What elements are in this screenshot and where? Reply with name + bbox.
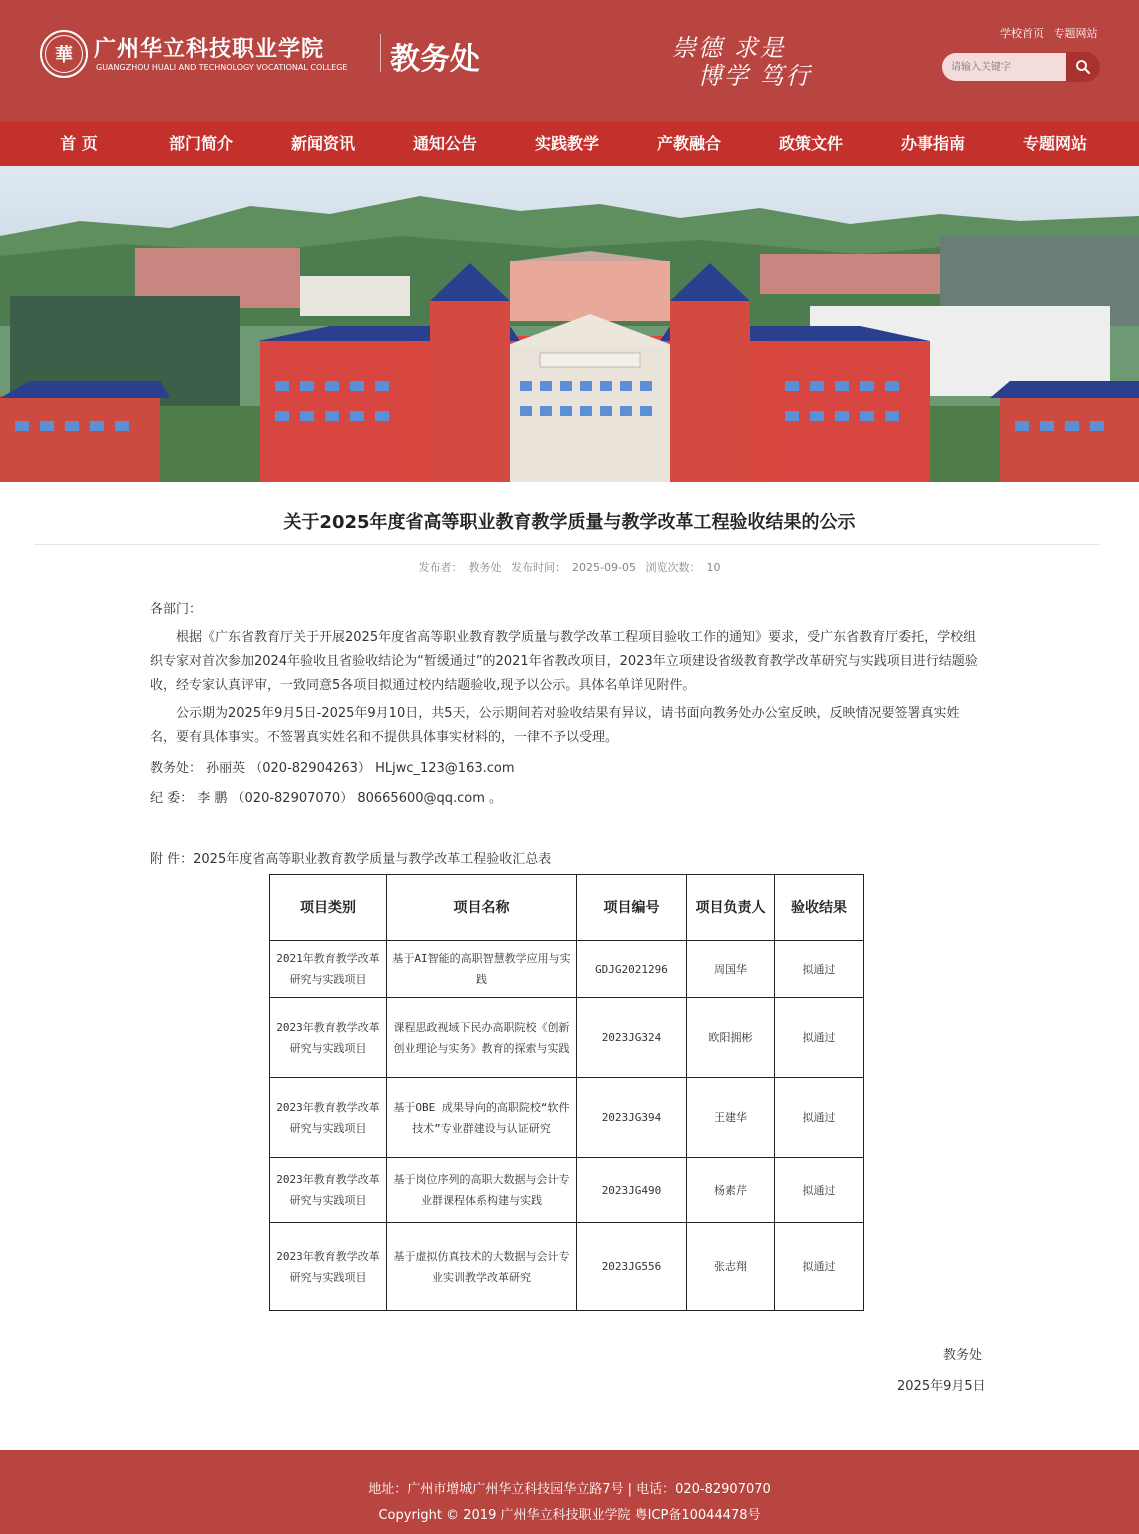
cell-leader: 周国华 (687, 941, 775, 998)
search-icon (1075, 59, 1091, 75)
campus-banner-image (0, 166, 1139, 482)
paragraph-1: 根据《广东省教育厅关于开展2025年度省高等职业教育教学质量与教学改革工程项目验收工作的通知》要求，受广东省教育厅委托，学校组织专家对首次参加2024年验收且省验收结论为“暂缓通过”的2021年省教改项目，2023年立项建设省级教育教学改革研究与实践项目进行结题验收，经专家认真评审，一致同意5各项目拟通过校内结题验收,现予以公示。具体名单详见附件。 (150, 630, 978, 693)
motto-line-1: 崇德 求是 (672, 34, 786, 62)
cell-code: 2023JG394 (577, 1078, 687, 1158)
table-row (270, 998, 864, 1078)
meta-time-label: 发布时间： (511, 561, 567, 574)
cell-category: 2023年教育教学改革研究与实践项目 (270, 1158, 387, 1223)
cell-result: 拟通过 (775, 941, 864, 998)
col-header-code: 项目编号 (577, 875, 687, 941)
nav-item-practice[interactable]: 实践教学 (534, 134, 599, 153)
top-links (1000, 25, 1104, 41)
cell-result: 拟通过 (775, 998, 864, 1078)
footer-copyright: Copyright © 2019 广州华立科技职业学院 粤ICP备10044478号 (378, 1508, 761, 1523)
logo-glyph: 華 (45, 35, 83, 73)
cell-category: 2023年教育教学改革研究与实践项目 (270, 1078, 387, 1158)
motto-line-2: 博学 笃行 (698, 62, 812, 90)
cell-name: 基于虚拟仿真技术的大数据与会计专业实训教学改革研究 (387, 1223, 577, 1311)
signature-date: 2025年9月5日 (897, 1379, 986, 1394)
cell-category: 2023年教育教学改革研究与实践项目 (270, 1223, 387, 1311)
contact-academic-affairs: 教务处： 孙丽英 （020-82904263） HLjwc_123@163.com (150, 761, 515, 776)
nav-item-guide[interactable]: 办事指南 (900, 134, 965, 153)
cell-name: 课程思政视域下民办高职院校《创新创业理论与实务》教育的探索与实践 (387, 998, 577, 1078)
link-school-home[interactable]: 学校首页 (1000, 27, 1044, 40)
search-input[interactable] (942, 53, 1068, 81)
college-logo[interactable] (40, 30, 88, 78)
nav-item-news[interactable]: 新闻资讯 (290, 134, 355, 153)
search-button[interactable] (1066, 52, 1100, 82)
site-footer (0, 1450, 1139, 1534)
school-name-en: GUANGZHOU HUALI AND TECHNOLOGY VOCATIONAL COLLEGE (96, 63, 348, 72)
cell-category: 2021年教育教学改革研究与实践项目 (270, 941, 387, 998)
cell-code: 2023JG490 (577, 1158, 687, 1223)
col-header-name: 项目名称 (387, 875, 577, 941)
cell-result: 拟通过 (775, 1078, 864, 1158)
main-nav (0, 122, 1139, 166)
cell-leader: 王建华 (687, 1078, 775, 1158)
nav-item-home[interactable]: 首 页 (60, 134, 98, 153)
table-row (270, 1158, 864, 1223)
cell-leader: 张志翔 (687, 1223, 775, 1311)
nav-item-about[interactable]: 部门简介 (168, 134, 233, 153)
meta-views-label: 浏览次数： (645, 561, 701, 574)
attachment-label: 附 件：2025年度省高等职业教育教学质量与教学改革工程验收汇总表 (150, 852, 552, 867)
cell-category: 2023年教育教学改革研究与实践项目 (270, 998, 387, 1078)
paragraph-2: 公示期为2025年9月5日-2025年9月10日，共5天，公示期间若对验收结果有异议，请书面向教务处办公室反映，反映情况要签署真实姓名，要有具体事实。不签署真实姓名和不提供具体事实材料的，一律不予以受理。 (150, 706, 960, 745)
meta-publisher: 教务处 (468, 561, 502, 574)
footer-address: 地址：广州市增城广州华立科技园华立路7号 | 电话：020-82907070 (368, 1482, 771, 1497)
contact-discipline: 纪 委： 李 鹏 （020-82907070） 80665600@qq.com 。 (150, 791, 503, 806)
cell-code: 2023JG556 (577, 1223, 687, 1311)
nav-item-industry[interactable]: 产教融合 (656, 134, 721, 153)
col-header-category: 项目类别 (270, 875, 387, 941)
article-body (150, 598, 985, 750)
table-row (270, 941, 864, 998)
article-meta (0, 559, 1139, 575)
article-title: 关于2025年度省高等职业教育教学质量与教学改革工程验收结果的公示 (283, 512, 856, 533)
header-divider (380, 34, 381, 72)
col-header-leader: 项目负责人 (687, 875, 775, 941)
cell-leader: 杨素芹 (687, 1158, 775, 1223)
cell-name: 基于OBE 成果导向的高职院校“软件技术”专业群建设与认证研究 (387, 1078, 577, 1158)
salutation: 各部门： (150, 602, 203, 617)
cell-result: 拟通过 (775, 1223, 864, 1311)
nav-item-notices[interactable]: 通知公告 (412, 134, 477, 153)
cell-result: 拟通过 (775, 1158, 864, 1223)
cell-code: 2023JG324 (577, 998, 687, 1078)
cell-name: 基于AI智能的高职智慧教学应用与实践 (387, 941, 577, 998)
title-divider (34, 544, 1100, 545)
school-name-cn: 广州华立科技职业学院 (94, 36, 325, 62)
cell-name: 基于岗位序列的高职大数据与会计专业群课程体系构建与实践 (387, 1158, 577, 1223)
table-header-row (270, 875, 864, 941)
cell-leader: 欧阳拥彬 (687, 998, 775, 1078)
cell-code: GDJG2021296 (577, 941, 687, 998)
col-header-result: 验收结果 (775, 875, 864, 941)
nav-item-policy[interactable]: 政策文件 (778, 134, 843, 153)
nav-item-topics[interactable]: 专题网站 (1022, 134, 1087, 153)
signature-department: 教务处 (943, 1348, 983, 1363)
link-topic-sites[interactable]: 专题网站 (1053, 27, 1098, 40)
department-title: 教务处 (390, 42, 480, 77)
meta-time: 2025-09-05 (572, 561, 636, 574)
table-row (270, 1223, 864, 1311)
meta-publisher-label: 发布者： (418, 561, 463, 574)
results-table (269, 874, 864, 1311)
site-header (0, 0, 1139, 122)
meta-views: 10 (706, 561, 721, 574)
table-row (270, 1078, 864, 1158)
